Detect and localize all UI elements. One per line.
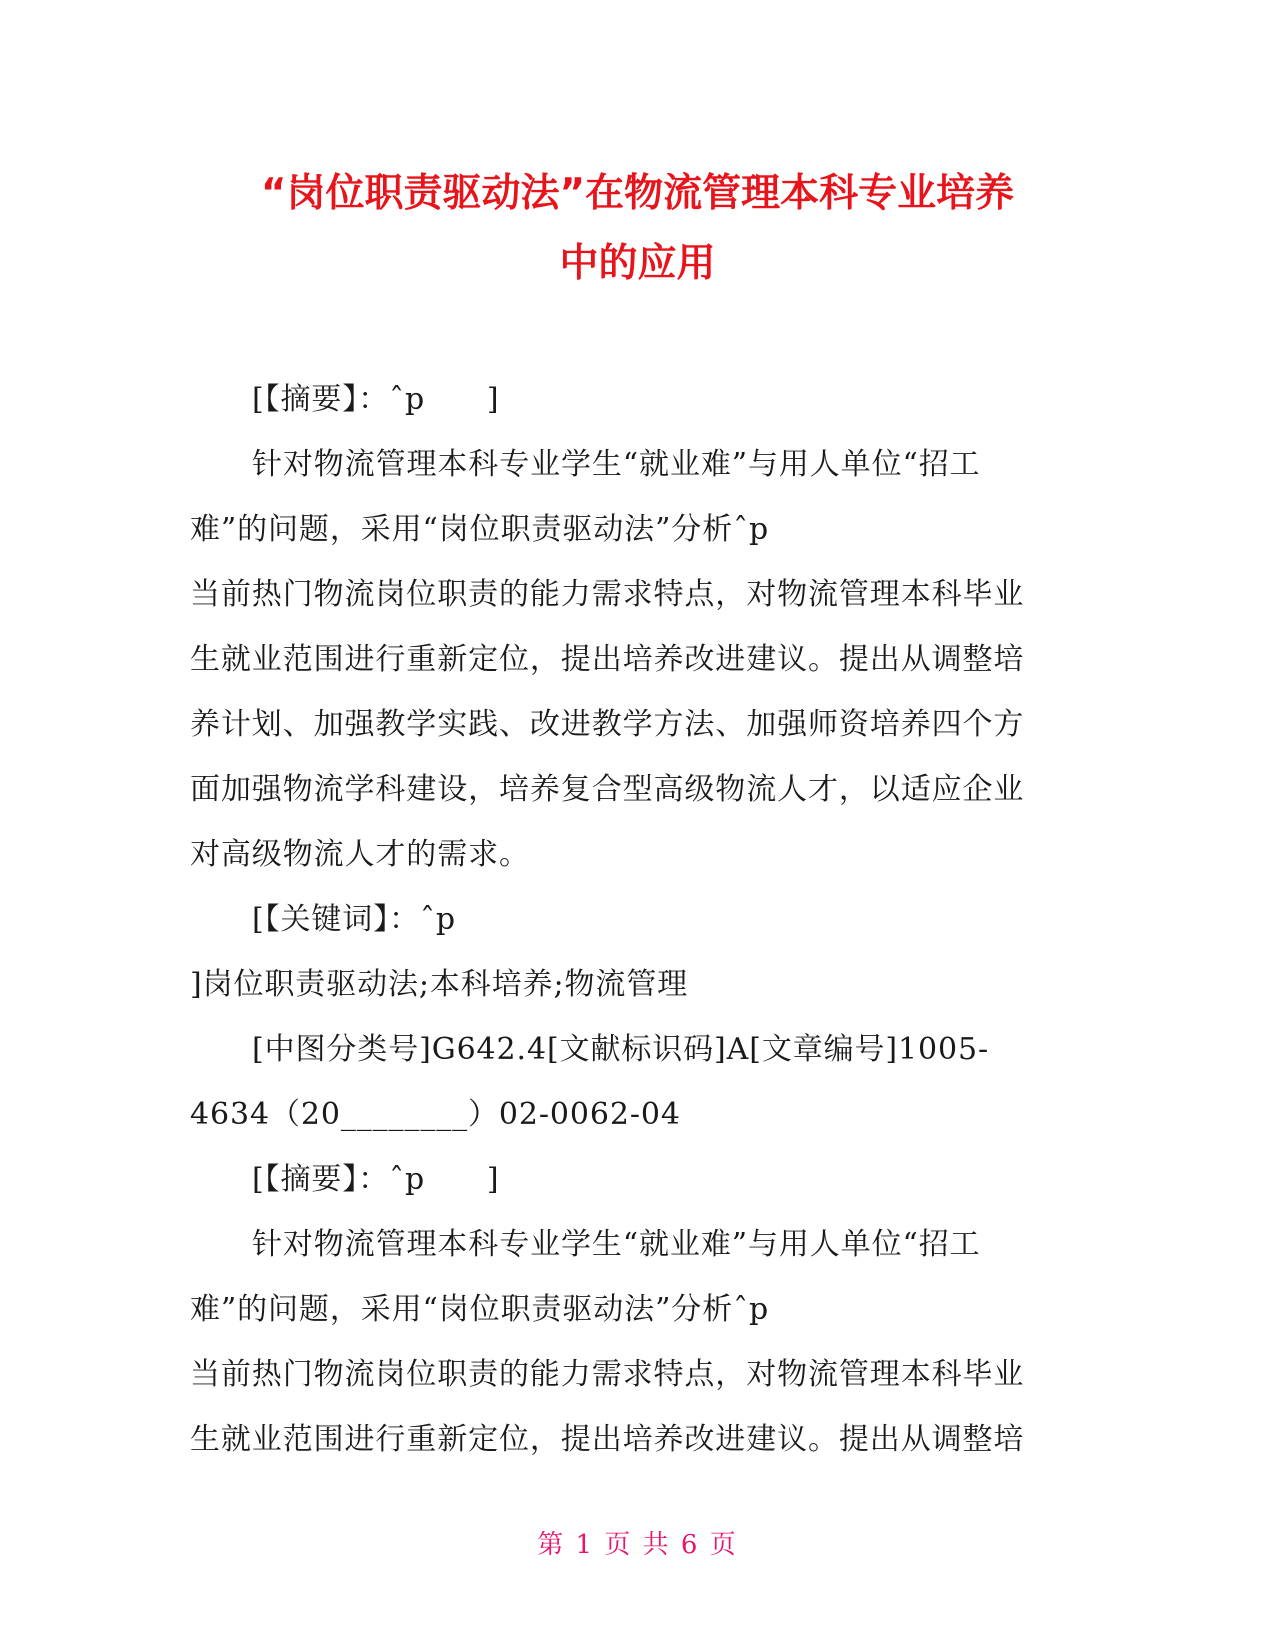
text-line: [【关键词】：ˆp <box>252 902 457 937</box>
text-line: 对高级物流人才的需求。 <box>190 837 530 872</box>
document-title-line-1: “岗位职责驱动法”在物流管理本科专业培养 <box>260 171 1015 216</box>
text-line: 难”的问题，采用“岗位职责驱动法”分析ˆp <box>190 512 770 547</box>
text-line: 生就业范围进行重新定位，提出培养改进建议。提出从调整培 <box>190 1422 1025 1457</box>
text-line: [中图分类号]G642.4[文献标识码]A[文章编号]1005- <box>252 1032 990 1067</box>
text-line: 面加强物流学科建设，培养复合型高级物流人才，以适应企业 <box>190 772 1025 807</box>
text-line: 养计划、加强教学实践、改进教学方法、加强师资培养四个方 <box>190 707 1025 742</box>
text-line: 针对物流管理本科专业学生“就业难”与用人单位“招工 <box>252 447 981 482</box>
text-line: 难”的问题，采用“岗位职责驱动法”分析ˆp <box>190 1292 770 1327</box>
text-line: 生就业范围进行重新定位，提出培养改进建议。提出从调整培 <box>190 642 1025 677</box>
page-number-footer: 第 1 页 共 6 页 <box>537 1530 738 1560</box>
text-line: 针对物流管理本科专业学生“就业难”与用人单位“招工 <box>252 1227 981 1262</box>
document-body <box>190 367 1090 1472</box>
text-line: ]岗位职责驱动法;本科培养;物流管理 <box>190 967 689 1002</box>
text-line: 当前热门物流岗位职责的能力需求特点，对物流管理本科毕业 <box>190 577 1025 612</box>
document-title-line-2: 中的应用 <box>559 241 716 286</box>
text-line: 4634（20________）02-0062-04 <box>190 1097 681 1132</box>
text-line: [【摘要】：ˆp ] <box>252 382 500 417</box>
text-line: 当前热门物流岗位职责的能力需求特点，对物流管理本科毕业 <box>190 1357 1025 1392</box>
text-line: [【摘要】：ˆp ] <box>252 1162 500 1197</box>
